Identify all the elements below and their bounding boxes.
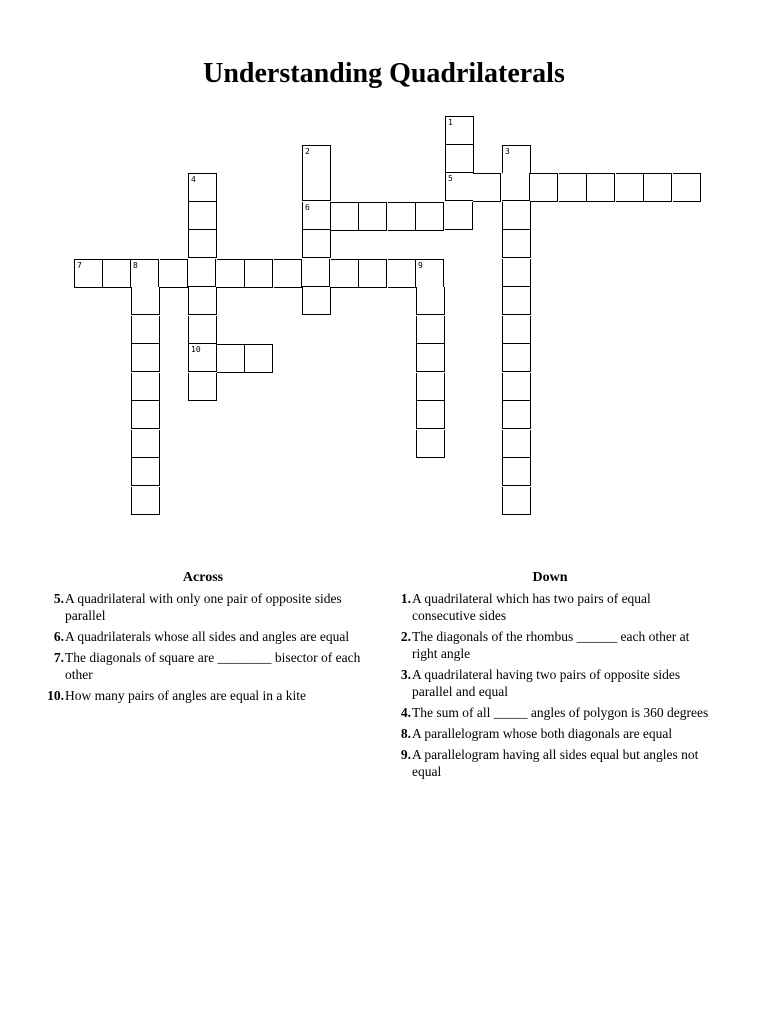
clue-number: 4. [400,705,411,720]
clue-down-8 [385,725,715,742]
grid-cell[interactable] [502,401,531,429]
grid-cell[interactable] [502,373,531,401]
clue-text: How many pairs of angles are equal in a kite [65,688,307,703]
grid-cell[interactable] [616,173,644,202]
grid-cell[interactable] [188,259,216,287]
clue-text: The diagonals of square are ________ bisector of each other [65,650,361,682]
grid-cell[interactable] [302,145,331,174]
clue-down-4 [385,704,715,721]
grid-cell[interactable] [502,287,531,315]
cell-number: 6 [305,203,310,212]
cell-number: 4 [191,175,196,184]
grid-cell[interactable] [559,173,587,202]
clue-number: 2. [400,629,411,644]
clue-text: A quadrilateral having two pairs of opposite sides parallel and equal [412,667,681,699]
grid-cell[interactable] [245,344,273,373]
grid-cell[interactable] [502,344,531,372]
clue-number: 5. [53,591,64,606]
grid-cell[interactable] [74,259,103,288]
grid-cell[interactable] [473,173,501,202]
clue-number: 1. [400,591,411,606]
clue-across-6 [38,628,368,645]
grid-cell[interactable] [188,316,217,344]
cell-number: 3 [505,147,510,156]
clue-text: A quadrilaterals whose all sides and angles are equal [65,629,350,644]
grid-cell[interactable] [217,344,245,373]
grid-cell[interactable] [445,173,474,201]
grid-cell[interactable] [502,430,531,458]
clue-number: 9. [400,747,411,762]
grid-cell[interactable] [416,401,445,429]
grid-cell[interactable] [217,259,245,288]
grid-cell[interactable] [188,202,217,230]
grid-cell[interactable] [502,487,531,515]
down-heading: Down [532,570,568,585]
grid-cell[interactable] [302,230,331,258]
clue-text: A parallelogram whose both diagonals are equal [412,726,673,741]
cell-number: 1 [448,118,453,127]
grid-cell[interactable] [131,287,160,315]
cell-number: 5 [448,174,453,183]
grid-cell[interactable] [502,145,531,174]
grid-cell[interactable] [302,287,331,315]
grid-cell[interactable] [331,202,359,231]
grid-cell[interactable] [416,344,445,372]
grid-cell[interactable] [188,173,217,202]
grid-cell[interactable] [502,173,530,201]
grid-cell[interactable] [131,458,160,486]
clue-number: 8. [400,726,411,741]
grid-cell[interactable] [131,344,160,372]
grid-cell[interactable] [245,259,273,288]
clue-down-1 [385,590,715,624]
grid-cell[interactable] [530,173,558,202]
grid-cell[interactable] [188,344,217,372]
grid-cell[interactable] [502,202,531,230]
clue-text: A quadrilateral which has two pairs of equal consecutive sides [412,591,651,623]
cell-number: 8 [133,261,138,270]
clue-down-9 [385,746,715,780]
cell-number: 7 [77,261,82,270]
grid-cell[interactable] [416,373,445,401]
grid-cell[interactable] [131,401,160,429]
grid-cell[interactable] [131,373,160,401]
cell-number: 9 [418,261,423,270]
grid-cell[interactable] [587,173,615,202]
grid-cell[interactable] [502,230,531,258]
grid-cell[interactable] [131,430,160,458]
clue-down-2 [385,628,715,662]
clue-across-7 [38,649,368,683]
clue-number: 6. [53,629,64,644]
grid-cell[interactable] [673,173,701,202]
clue-number: 3. [400,667,411,682]
grid-cell[interactable] [131,259,159,288]
cell-number: 2 [305,147,310,156]
grid-cell[interactable] [188,287,217,315]
clue-text: The diagonals of the rhombus ______ each other at right angle [412,629,690,661]
grid-cell[interactable] [416,287,445,315]
clue-down-3 [385,666,715,700]
grid-cell[interactable] [388,259,416,288]
clue-across-5 [38,590,368,624]
clue-across-10 [38,687,368,704]
across-heading: Across [182,570,224,585]
down-clues [385,570,715,784]
grid-cell[interactable] [445,202,473,230]
grid-cell[interactable] [103,259,131,288]
grid-cell[interactable] [188,373,217,401]
grid-cell[interactable] [416,202,444,231]
grid-cell[interactable] [502,458,531,486]
grid-cell[interactable] [359,202,387,231]
grid-cell[interactable] [644,173,672,202]
clue-text: The sum of all _____ angles of polygon is 360 degrees [412,705,709,720]
page-title: Understanding Quadrilaterals [203,58,565,89]
grid-cell[interactable] [302,202,331,230]
grid-cell[interactable] [188,230,217,258]
grid-cell[interactable] [160,259,188,288]
clue-number: 7. [53,650,64,665]
clue-number: 10. [47,688,64,703]
grid-cell[interactable] [502,259,531,287]
grid-cell[interactable] [445,145,474,173]
grid-cell[interactable] [331,259,359,288]
grid-cell[interactable] [131,316,160,344]
grid-cell[interactable] [445,116,474,145]
across-clues [38,570,368,708]
grid-cell[interactable] [416,259,444,288]
grid-cell[interactable] [302,173,331,201]
clue-text: A parallelogram having all sides equal but angles not equal [412,747,699,779]
grid-cell[interactable] [416,316,445,344]
grid-cell[interactable] [302,259,330,287]
grid-cell[interactable] [502,316,531,344]
grid-cell[interactable] [274,259,302,288]
grid-cell[interactable] [131,487,160,515]
cell-number: 10 [191,345,201,354]
grid-cell[interactable] [388,202,416,231]
grid-cell[interactable] [359,259,387,288]
clue-text: A quadrilateral with only one pair of opposite sides parallel [65,591,342,623]
grid-cell[interactable] [416,430,445,458]
